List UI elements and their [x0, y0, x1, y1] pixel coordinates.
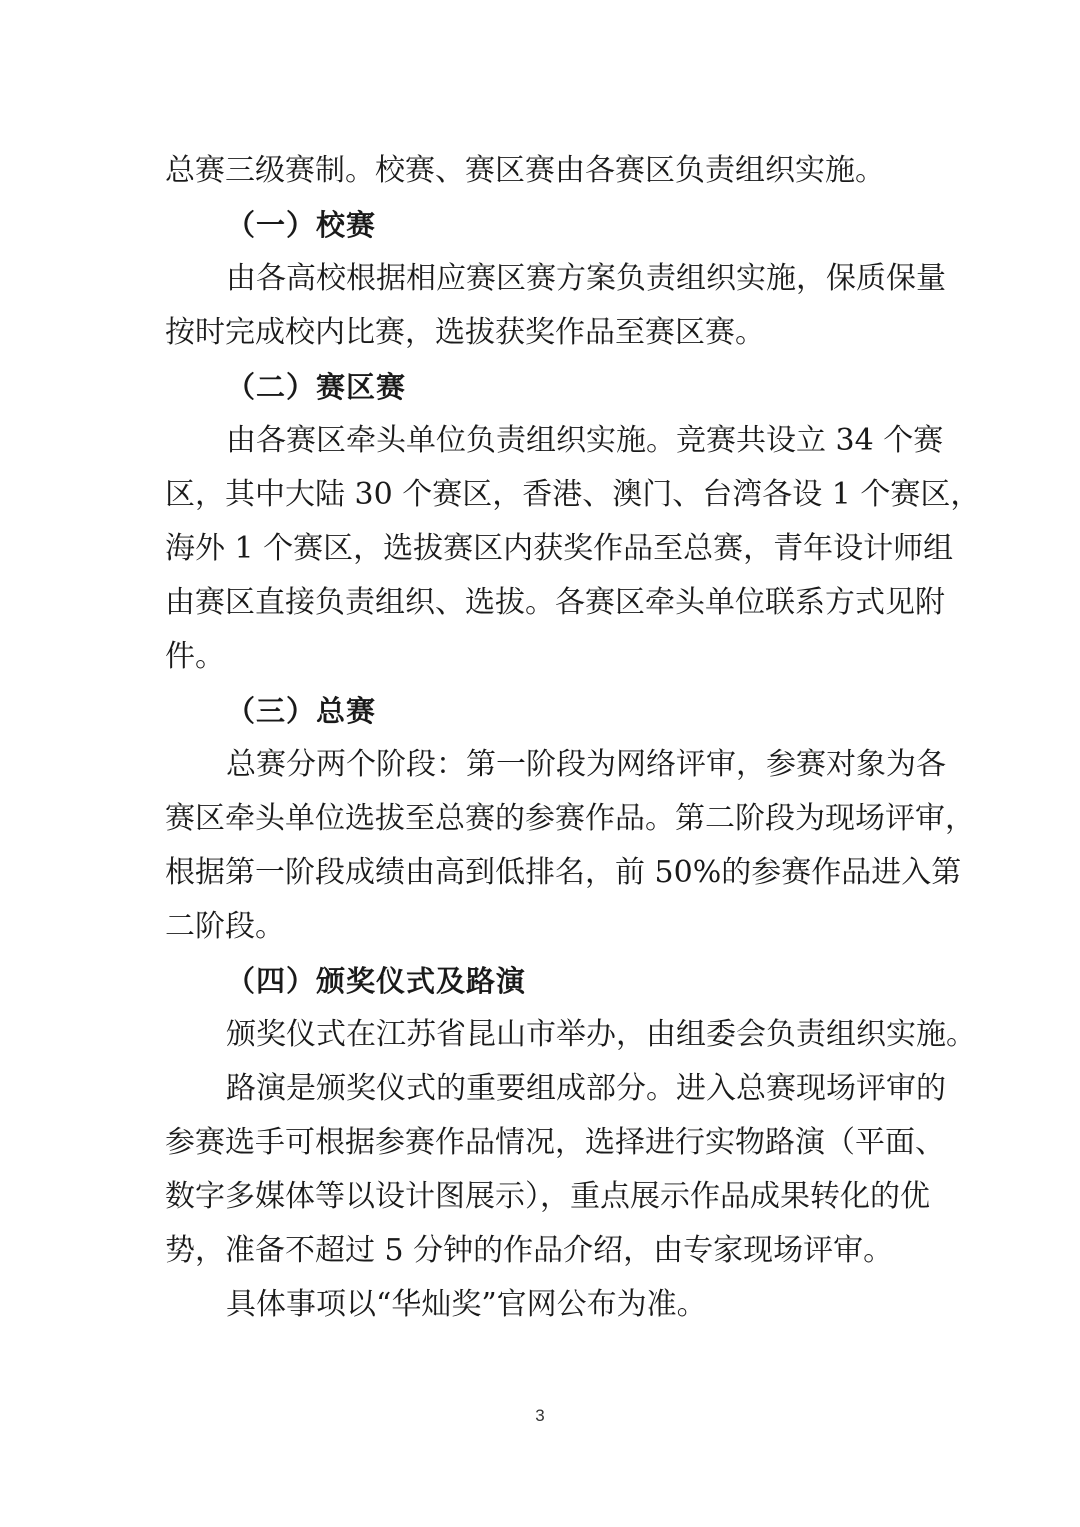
paragraph-line: 由各高校根据相应赛区赛方案负责组织实施，保质保量	[226, 261, 946, 296]
paragraph-line: 具体事项以“华灿奖”官网公布为准。	[226, 1287, 707, 1322]
paragraph-line: 根据第一阶段成绩由高到低排名，前 50%的参赛作品进入第	[165, 855, 962, 890]
paragraph-line: 参赛选手可根据参赛作品情况，选择进行实物路演（平面、	[165, 1125, 945, 1160]
section-heading-final: （三）总赛	[226, 694, 377, 728]
paragraph-line: 总赛分两个阶段：第一阶段为网络评审，参赛对象为各	[226, 747, 946, 782]
paragraph-line: 总赛三级赛制。校赛、赛区赛由各赛区负责组织实施。	[165, 153, 885, 188]
section-heading-school: （一）校赛	[226, 208, 377, 242]
paragraph-line: 区，其中大陆 30 个赛区，香港、澳门、台湾各设 1 个赛区，	[165, 477, 981, 512]
section-heading-region: （二）赛区赛	[226, 370, 407, 404]
paragraph-line: 势，准备不超过 5 分钟的作品介绍，由专家现场评审。	[165, 1233, 894, 1268]
paragraph-line: 赛区牵头单位选拔至总赛的参赛作品。第二阶段为现场评审，	[165, 801, 975, 836]
paragraph-line: 二阶段。	[165, 909, 285, 944]
paragraph-line: 按时完成校内比赛，选拔获奖作品至赛区赛。	[165, 315, 765, 350]
paragraph-line: 海外 1 个赛区，选拔赛区内获奖作品至总赛，青年设计师组	[165, 531, 954, 566]
paragraph-line: 由各赛区牵头单位负责组织实施。竞赛共设立 34 个赛	[226, 423, 944, 458]
paragraph-line: 颁奖仪式在江苏省昆山市举办，由组委会负责组织实施。	[226, 1017, 976, 1052]
paragraph-line: 数字多媒体等以设计图展示），重点展示作品成果转化的优	[165, 1179, 930, 1214]
section-heading-ceremony: （四）颁奖仪式及路演	[226, 964, 527, 998]
page-number: 3	[535, 1406, 545, 1425]
paragraph-line: 由赛区直接负责组织、选拔。各赛区牵头单位联系方式见附	[165, 585, 945, 620]
paragraph-line: 路演是颁奖仪式的重要组成部分。进入总赛现场评审的	[226, 1071, 946, 1106]
paragraph-line: 件。	[165, 639, 225, 674]
